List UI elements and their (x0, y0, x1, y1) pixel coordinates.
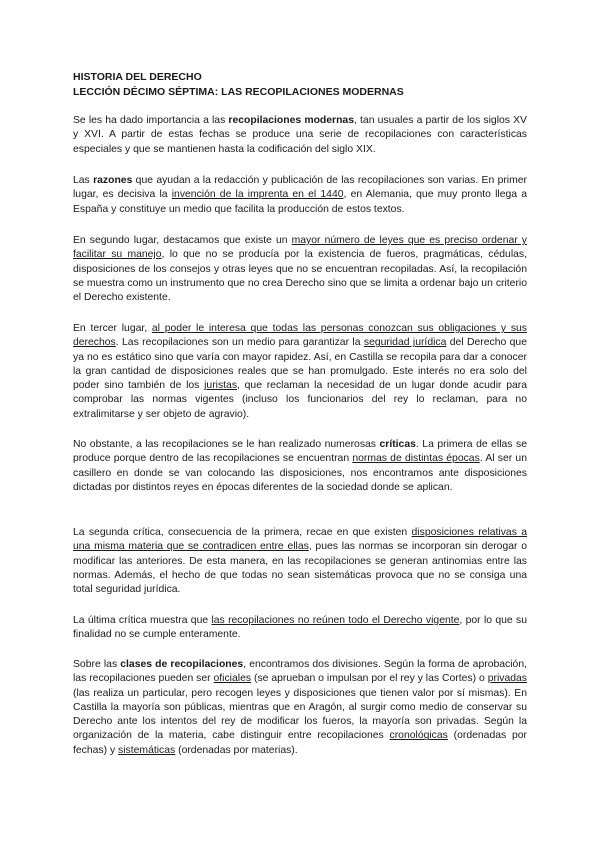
paragraph-segunda-critica (73, 526, 527, 597)
underlined-phrase: normas de distintas épocas (352, 453, 480, 465)
text-run: La última crítica muestra que (73, 615, 212, 626)
text-run: (ordenadas por materias). (175, 744, 298, 756)
bold-term: críticas (379, 439, 416, 450)
text-run: que ayudan a la redacción y publicación de las recopilaciones son varias. En primer lugar, es decisiva la (73, 175, 528, 201)
paragraph-clases (73, 658, 527, 758)
text-run: , en Alemania, que muy pronto llega a España y constituye un medio que facilita la producción de estos textos. (73, 189, 527, 215)
underlined-phrase: seguridad jurídica (363, 337, 447, 349)
course-title: HISTORIA DEL DERECHO (73, 71, 202, 83)
text-run: Se les ha dado importancia a las (73, 115, 229, 126)
text-run: Sobre las (73, 659, 121, 670)
paragraph-intro (73, 114, 527, 157)
text-run: , lo que no se producía por la existencia de fueros, pragmáticas, cédulas, disposiciones de los consejos y otras leyes que no se encuentran recopiladas. Así, la recopilación se muestra como un instrumento que no crea Derecho sino que se limita a ordenar bajo un criterio el Derecho existente. (73, 249, 527, 304)
text-run: La segunda crítica, consecuencia de la primera, recae en que existen (73, 527, 412, 538)
lesson-title: LECCIÓN DÉCIMO SÉPTIMA: LAS RECOPILACIONES MODERNAS (73, 86, 404, 98)
text-run: (se aprueban o impulsan por el rey y las Cortes) o (251, 673, 488, 685)
bold-term: clases de recopilaciones (120, 659, 244, 670)
text-run: , que reclaman la necesidad de un lugar donde acudir para comprobar las normas vigentes (incluso los funcionarios del rey lo reclaman, para no extralimitarse y ser objeto de agravio). (73, 380, 527, 420)
text-run: En segundo lugar, destacamos que existe un (73, 235, 292, 246)
underlined-phrase: invención de la imprenta en el 1440 (171, 189, 344, 201)
document-page (73, 70, 528, 756)
paragraph-segundo (73, 234, 527, 305)
text-run: del Derecho que ya no es estático sino que varía con mayor rapidez. Así, en Castilla se recopila para dar a conocer la gran cantidad de disposiciones reales que se han promulgado. Este interés no era solo del poder sino también de los (73, 337, 527, 392)
underlined-phrase: al poder le interesa que todas las personas conozcan sus obligaciones y sus derechos (73, 323, 528, 349)
text-run: (ordenadas por fechas) y (73, 730, 527, 756)
text-run: Las (73, 175, 94, 186)
bold-term: razones (93, 175, 133, 186)
text-run: (las realiza un particular, pero recogen leyes y disposiciones que tienen valor por sí mismas). En Castilla la mayoría son públicas, mientras que en Aragón, al surgir como medio de conservar su Derecho ante los intentos del rey de modificar los fueros, la mayoría son privadas. Según la organización de la materia, cabe distinguir entre recopilaciones (73, 687, 527, 742)
underlined-phrase: cronológicas (389, 730, 448, 742)
text-run: . Las recopilaciones son un medio para garantizar la (115, 337, 364, 349)
paragraph-razones (73, 174, 527, 217)
text-run: . Al ser un casillero en donde se van colocando las disposiciones, nos encontramos ante disposiciones dictadas por distintos reyes en épocas diferentes de la sociedad donde se aplican. (73, 453, 527, 493)
text-run: , por lo que su finalidad no se cumple enteramente. (73, 615, 528, 641)
text-run: . La primera de ellas se produce porque dentro de las recopilaciones se encuentran (73, 439, 527, 465)
underlined-phrase: privadas (487, 673, 527, 685)
underlined-phrase: sistemáticas (118, 744, 176, 756)
text-run: En tercer lugar, (73, 323, 152, 334)
paragraph-ultima-critica (73, 614, 527, 643)
paragraph-tercero (73, 322, 527, 422)
underlined-phrase: oficiales (213, 673, 252, 685)
underlined-phrase: las recopilaciones no reúnen todo el Derecho vigente (211, 615, 460, 626)
underlined-phrase: mayor número de leyes que es preciso ordenar y facilitar su manejo (73, 235, 527, 261)
text-run: , encontramos dos divisiones. Según la forma de aprobación, las recopilaciones pueden ser (73, 659, 527, 685)
paragraph-criticas (73, 438, 527, 495)
text-run: , pues las normas se incorporan sin derogar o modificar las anteriores. De esta manera, en las recopilaciones se generan antinomias entre las normas. Además, el hecho de que todas no sean sistemáticas provoca que no se consiga una total seguridad jurídica. (73, 541, 527, 596)
text-run: , tan usuales a partir de los siglos XV y XVI. A partir de estas fechas se produce una serie de recopilaciones con características especiales y que se mantienen hasta la codificación del siglo XIX. (73, 115, 527, 155)
underlined-phrase: juristas (204, 380, 238, 392)
bold-term: recopilaciones modernas (228, 115, 354, 126)
underlined-phrase: disposiciones relativas a una misma materia que se contradicen entre ellas (73, 527, 527, 553)
text-run: No obstante, a las recopilaciones se le han realizado numerosas (73, 439, 380, 450)
